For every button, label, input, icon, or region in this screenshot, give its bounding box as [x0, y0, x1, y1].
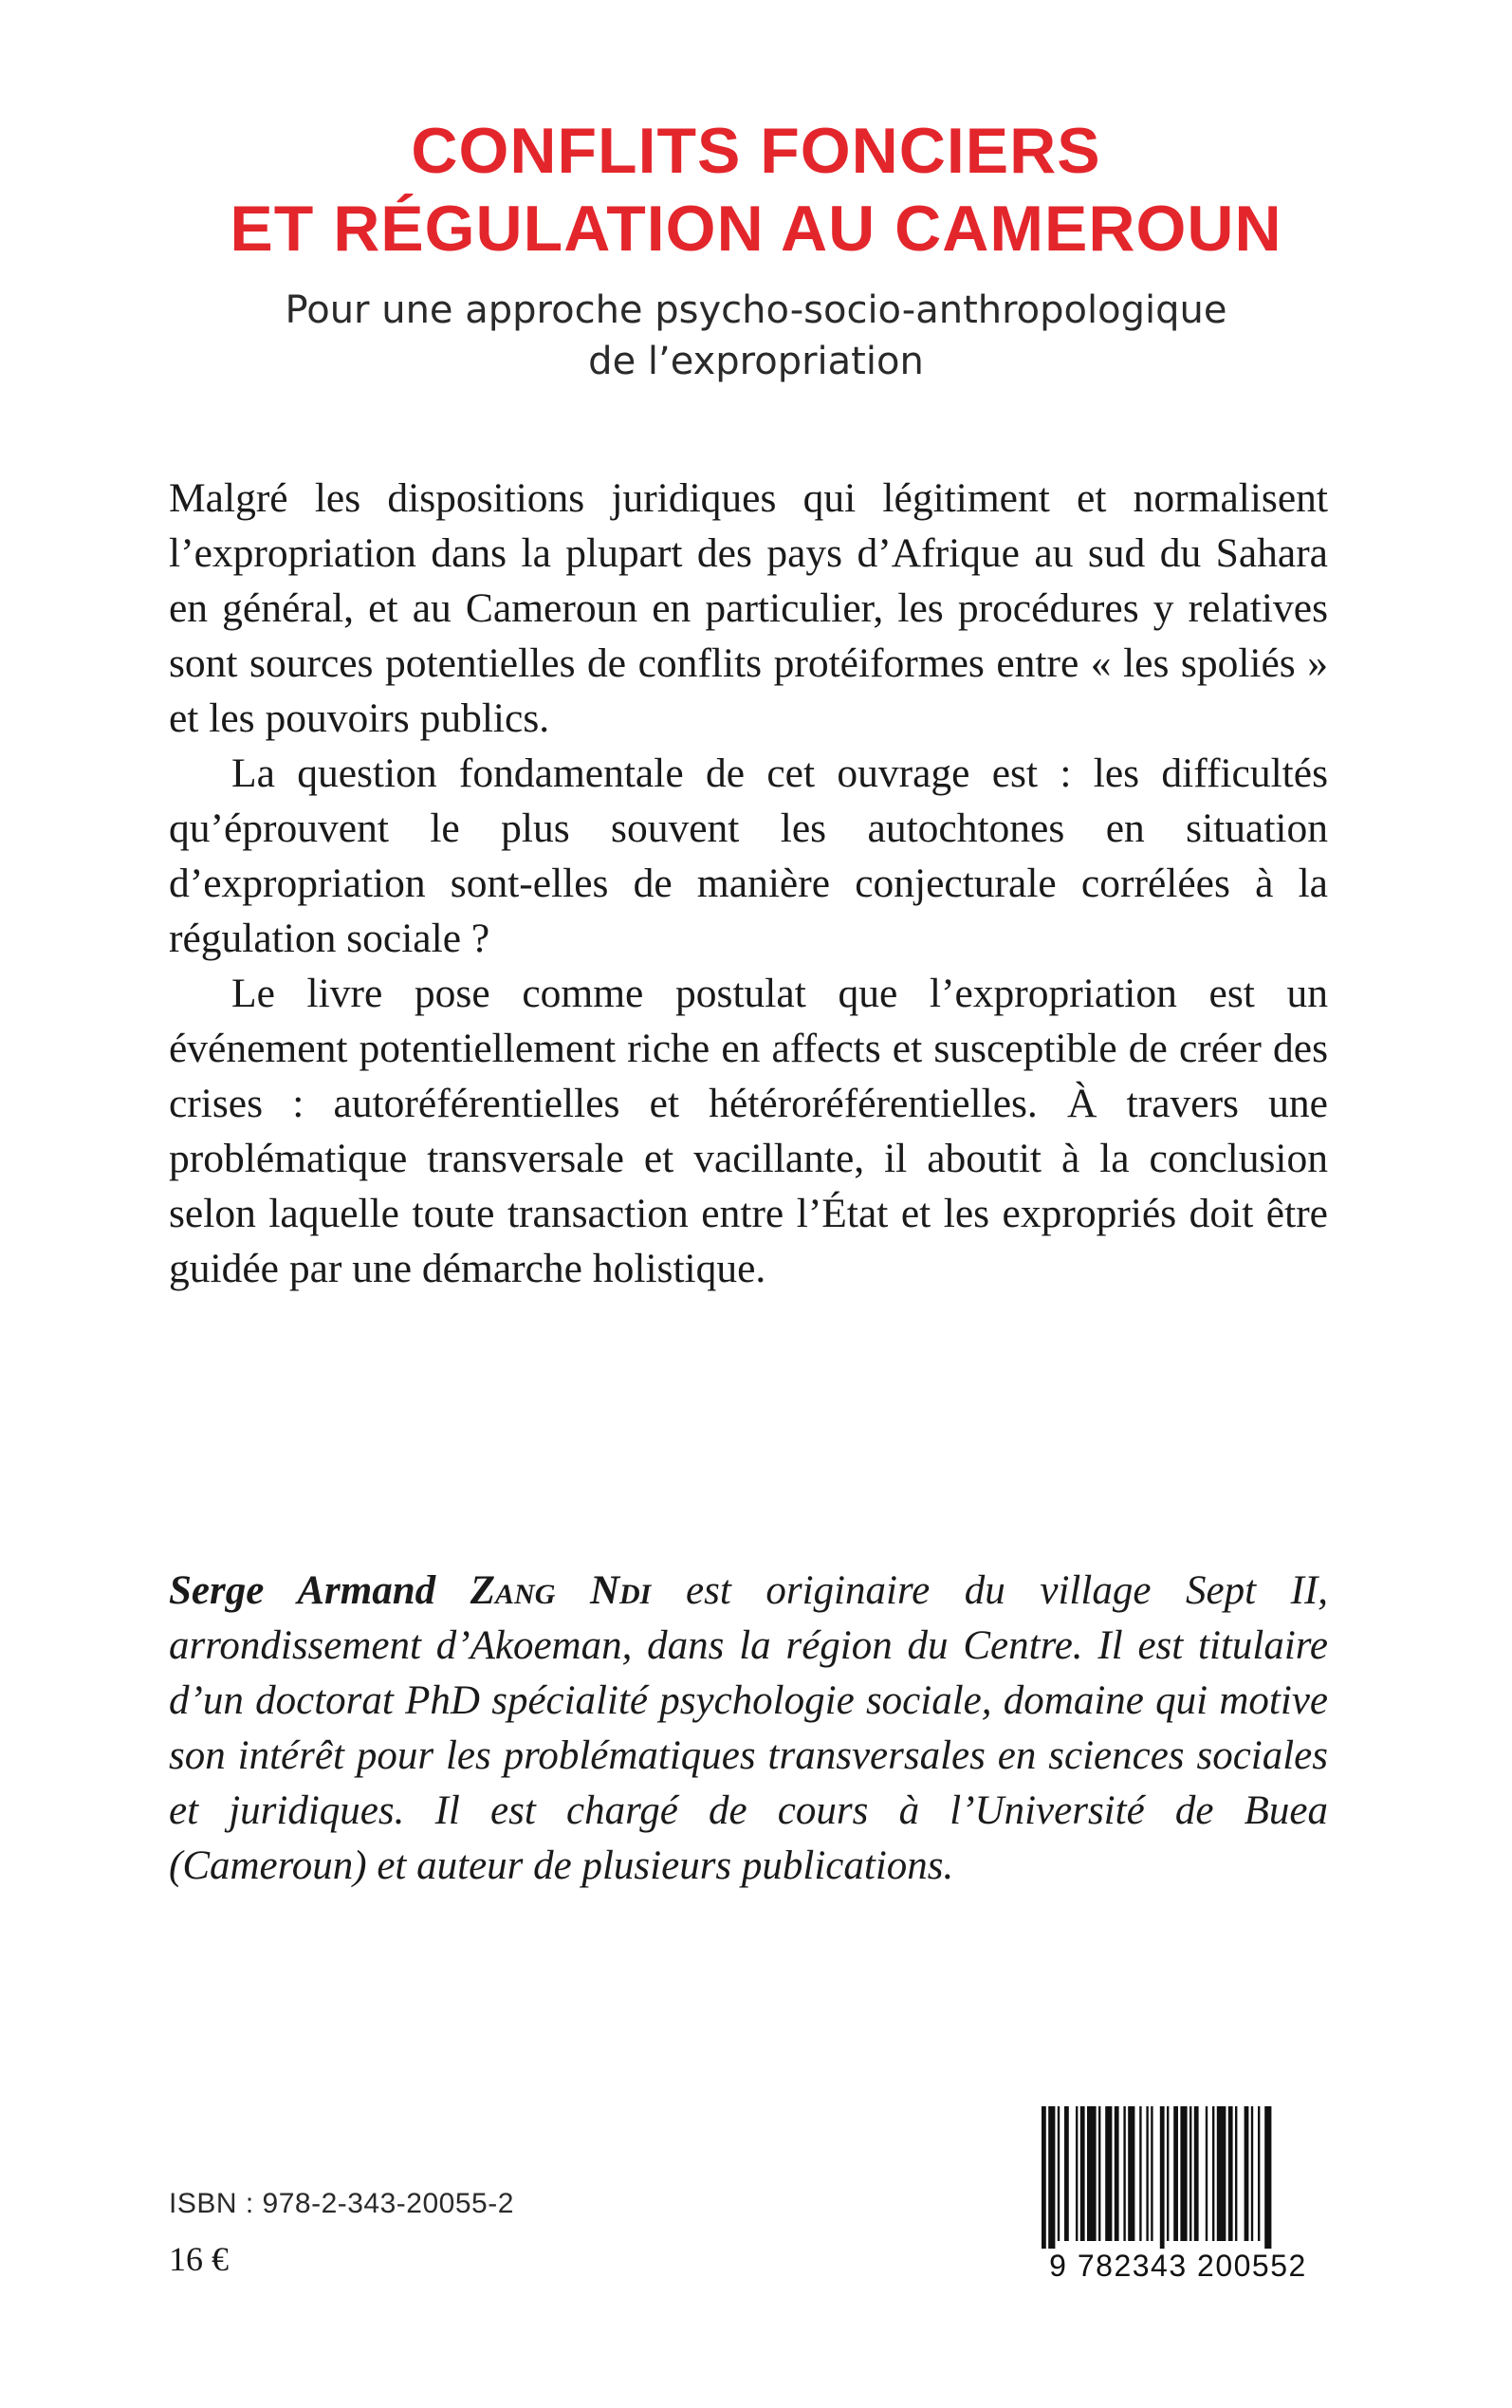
barcode-digits: 9 782343 200552	[1049, 2249, 1307, 2283]
book-subtitle	[0, 285, 1512, 387]
barcode-bar	[1098, 2106, 1100, 2241]
barcode-bar	[1042, 2106, 1046, 2249]
barcode-bar	[1173, 2106, 1178, 2241]
barcode-bar	[1048, 2106, 1055, 2249]
barcode-bar	[1064, 2106, 1069, 2241]
barcode-bar	[1212, 2106, 1214, 2241]
barcode-bar	[1245, 2106, 1249, 2241]
barcode-bar	[1167, 2106, 1169, 2241]
barcode-bar	[1139, 2106, 1141, 2241]
barcode-bar	[1146, 2106, 1148, 2241]
blurb-paragraph-2: La question fondamentale de cet ouvrage est : les difficultés qu’éprouvent le plus souvent les autochtones en situation d’expropriation sont-elles de manière conjecturale corrélées à la régulation sociale ?	[169, 750, 1328, 961]
book-title	[0, 112, 1512, 268]
book-title-line-1: CONFLITS FONCIERS	[411, 115, 1101, 187]
barcode-bar	[1235, 2106, 1237, 2241]
barcode-bar	[1123, 2106, 1125, 2241]
barcode-bar	[1076, 2106, 1078, 2241]
barcode	[1026, 2106, 1330, 2287]
barcode-bar	[1115, 2106, 1119, 2241]
blurb-paragraph-1: Malgré les dispositions juridiques qui légitiment et normalisent l’expropriation dans la plupart des pays d’Afrique au sud du Sahara en général, et au Cameroun en particulier, les procédures y relatives sont sources potentielles de conflits protéiformes entre « les spoliés » et les pouvoirs publics.	[169, 475, 1328, 741]
barcode-bar	[1080, 2106, 1085, 2241]
barcode-bar	[1058, 2106, 1060, 2241]
barcode-bar	[1180, 2106, 1187, 2241]
author-bio-text: est originaire du village Sept II, arrondissement d’Akoeman, dans la région du Centre. Il est titulaire d’un doctorat PhD spécialité psychologie sociale, domaine qui motive son intérêt pour les problématiques transversales en sciences sociales et juridiques. Il est chargé de cours à l’Université de Buea (Cameroun) et auteur de plusieurs publications.	[169, 1568, 1329, 1888]
barcode-bar	[1151, 2106, 1152, 2241]
blurb-paragraph-3: Le livre pose comme postulat que l’expropriation est un événement potentiellement riche en affects et susceptible de créer des crises : autoréférentielles et hétéroréférentielles. À travers une problématique transversale et vacillante, il aboutit à la conclusion selon laquelle toute transaction entre l’État et les expropriés doit être guidée par une démarche holistique.	[169, 971, 1328, 1291]
book-subtitle-line-2: de l’expropriation	[588, 340, 924, 383]
barcode-bar	[1251, 2106, 1253, 2241]
barcode-bar	[1228, 2106, 1233, 2241]
author-bio	[169, 1564, 1328, 1894]
barcode-bar	[1087, 2106, 1097, 2241]
author-first-name: Serge Armand	[169, 1568, 436, 1613]
barcode-bar	[1189, 2106, 1191, 2241]
author-surname: Zang Ndi	[470, 1568, 652, 1613]
barcode-bar	[1194, 2106, 1199, 2241]
book-title-line-2: ET RÉGULATION AU CAMEROUN	[230, 193, 1282, 265]
price-label: 16 €	[169, 2240, 229, 2278]
barcode-bar	[1217, 2106, 1226, 2241]
back-cover-blurb	[169, 471, 1328, 1296]
isbn-label: ISBN : 978-2-343-20055-2	[169, 2188, 514, 2219]
barcode-bar	[1160, 2106, 1165, 2249]
barcode-bar	[1206, 2106, 1208, 2241]
barcode-bar	[1258, 2106, 1260, 2241]
book-subtitle-line-1: Pour une approche psycho-socio-anthropologique	[285, 288, 1227, 332]
barcode-bar	[1264, 2106, 1271, 2249]
barcode-bar	[1128, 2106, 1134, 2241]
barcode-bar	[1105, 2106, 1112, 2241]
